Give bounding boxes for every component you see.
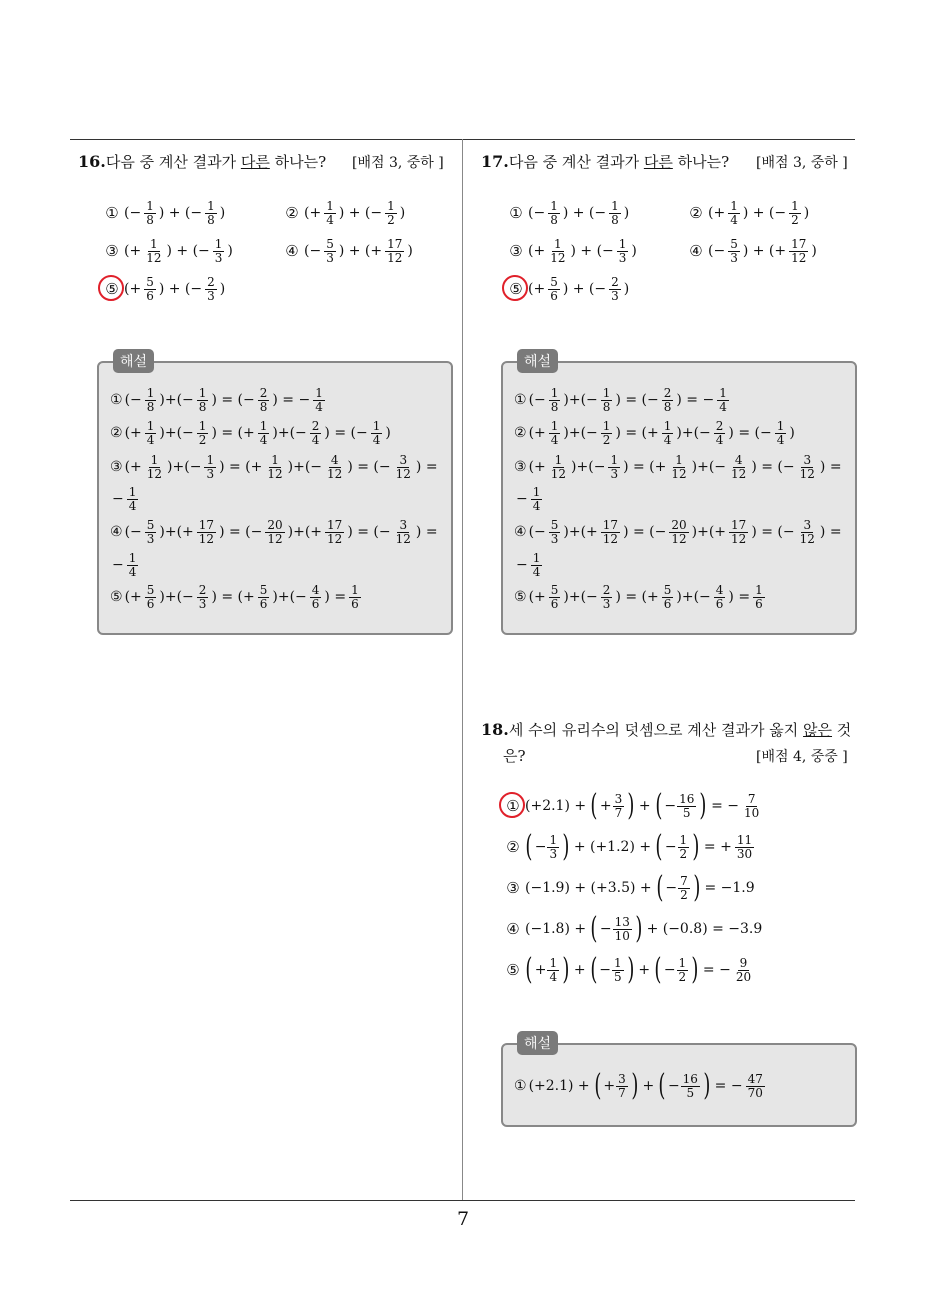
q16-option-5[interactable]: ⑤ (+ $\frac{5}{6}$ ) + (− $\frac{2}{3}$ ) — [102, 269, 227, 309]
q16-text-end: 하나는? — [269, 153, 327, 171]
answer-circle-mark: ① — [503, 796, 523, 816]
q16-solution-line-1: ① (− $\frac{1}{8}$ )+(− $\frac{1}{8}$ ) = (− $\frac{2}{8}$ ) = − $\frac{1}{4}$ — [110, 385, 323, 414]
q17-solution-line-5: ⑤ (+ $\frac{5}{6}$ )+(− $\frac{2}{3}$ ) = (+ $\frac{5}{6}$ )+(− $\frac{4}{6}$ ) = $\frac{1}{6}$ — [514, 582, 763, 611]
q18-score-meta: [배점 4, 중중 ] — [756, 749, 848, 765]
q17-option-2[interactable]: ② (+ $\frac{1}{4}$ ) + (− $\frac{1}{2}$ ) — [686, 193, 811, 233]
q17-option-3[interactable]: ③ (+ $\frac{1}{12}$ ) + (− $\frac{1}{3}$ ) — [506, 231, 639, 271]
q18-text-end: 것 — [832, 721, 852, 739]
q17-option-5[interactable]: ⑤ (+ $\frac{5}{6}$ ) + (− $\frac{2}{3}$ ) — [506, 269, 631, 309]
q18-solution-tag: 해설 — [517, 1031, 558, 1055]
q16-solution-line-4b: − $\frac{1}{4}$ — [112, 550, 137, 579]
q18-text: 세 수의 유리수의 덧셈으로 계산 결과가 옳지 — [508, 721, 804, 739]
q18-underlined: 않은 — [803, 721, 833, 739]
option-number: ③ — [105, 242, 119, 260]
option-number: ② — [506, 838, 520, 856]
answer-circle-mark: ⑤ — [506, 279, 526, 299]
q18-heading-line2: 은? — [503, 747, 526, 765]
q16-solution-line-5: ⑤ (+ $\frac{5}{6}$ )+(− $\frac{2}{3}$ ) = (+ $\frac{5}{6}$ )+(− $\frac{4}{6}$ ) = $\frac{1}{6}$ — [110, 582, 359, 611]
q16-solution-line-2: ② (+ $\frac{1}{4}$ )+(− $\frac{1}{2}$ ) = (+ $\frac{1}{4}$ )+(− $\frac{2}{4}$ ) = (− $\frac{1}{4}$ ) — [110, 418, 391, 447]
q17-heading — [481, 151, 729, 172]
option-number: ② — [285, 204, 299, 222]
q16-score-meta: [배점 3, 중하 ] — [352, 155, 444, 171]
q17-option-1[interactable]: ① (− $\frac{1}{8}$ ) + (− $\frac{1}{8}$ ) — [506, 193, 631, 233]
q17-solution-line-4: ④ (− $\frac{5}{3}$ )+(+ $\frac{17}{12}$ ) = (− $\frac{20}{12}$ )+(+ $\frac{17}{12}$ ) = (− $\frac{3}{12}$ ) = — [514, 517, 842, 546]
q16-option-4[interactable]: ④ (− $\frac{5}{3}$ ) + (+ $\frac{17}{12}$ ) — [282, 231, 415, 271]
column-divider — [462, 139, 463, 1201]
page-number: 7 — [456, 1208, 470, 1230]
option-number: ③ — [506, 879, 520, 897]
option-number: ① — [509, 204, 523, 222]
option-number: ④ — [506, 920, 520, 938]
q17-solution-line-3: ③ (+ $\frac{1}{12}$ )+(− $\frac{1}{3}$ ) = (+ $\frac{1}{12}$ )+(− $\frac{4}{12}$ ) = (− $\frac{3}{12}$ ) = — [514, 452, 842, 481]
bottom-rule — [70, 1200, 855, 1201]
q18-number: 18. — [481, 720, 509, 739]
answer-circle-mark: ⑤ — [102, 279, 122, 299]
q18-option-3[interactable]: ③ (−1.9) + (+3.5) + ( − $\frac{7}{2}$ ) = −1.9 — [503, 868, 757, 908]
q16-option-2[interactable]: ② (+ $\frac{1}{4}$ ) + (− $\frac{1}{2}$ ) — [282, 193, 407, 233]
q17-solution-line-3b: − $\frac{1}{4}$ — [516, 484, 541, 513]
option-number: ④ — [689, 242, 703, 260]
q17-text-end: 하나는? — [672, 153, 730, 171]
q16-option-3[interactable]: ③ (+ $\frac{1}{12}$ ) + (− $\frac{1}{3}$ ) — [102, 231, 235, 271]
q16-solution-line-3b: − $\frac{1}{4}$ — [112, 484, 137, 513]
q16-solution-line-3: ③ (+ $\frac{1}{12}$ )+(− $\frac{1}{3}$ ) = (+ $\frac{1}{12}$ )+(− $\frac{4}{12}$ ) = (− $\frac{3}{12}$ ) = — [110, 452, 438, 481]
q17-solution-tag: 해설 — [517, 349, 558, 373]
q17-option-4[interactable]: ④ (− $\frac{5}{3}$ ) + (+ $\frac{17}{12}$ ) — [686, 231, 819, 271]
q17-number: 17. — [481, 152, 509, 171]
option-number: ④ — [285, 242, 299, 260]
q18-option-1[interactable]: ① (+2.1) + ( + $\frac{3}{7}$ ) + ( − $\frac{16}{5}$ ) = − $\frac{7}{10}$ — [503, 786, 762, 826]
q17-text: 다음 중 계산 결과가 — [508, 153, 644, 171]
q18-option-2[interactable]: ② ( − $\frac{1}{3}$ ) + (+1.2) + ( − $\frac{1}{2}$ ) = + $\frac{11}{30}$ — [503, 827, 755, 867]
option-number: ③ — [509, 242, 523, 260]
q17-solution-line-4b: − $\frac{1}{4}$ — [516, 550, 541, 579]
q17-underlined: 다른 — [643, 153, 673, 171]
q16-solution-line-4: ④ (− $\frac{5}{3}$ )+(+ $\frac{17}{12}$ ) = (− $\frac{20}{12}$ )+(+ $\frac{17}{12}$ ) = (− $\frac{3}{12}$ ) = — [110, 517, 438, 546]
option-number: ① — [105, 204, 119, 222]
q18-option-5[interactable]: ⑤ ( + $\frac{1}{4}$ ) + ( − $\frac{1}{5}$ ) + ( − $\frac{1}{2}$ ) = − $\frac{9}{20}$ — [503, 950, 754, 990]
q16-solution-tag: 해설 — [113, 349, 154, 373]
q17-solution-line-2: ② (+ $\frac{1}{4}$ )+(− $\frac{1}{2}$ ) = (+ $\frac{1}{4}$ )+(− $\frac{2}{4}$ ) = (− $\frac{1}{4}$ ) — [514, 418, 795, 447]
q18-solution-line-1: ① (+2.1) + ( + $\frac{3}{7}$ ) + ( − $\frac{16}{5}$ ) = − $\frac{47}{70}$ — [514, 1068, 763, 1103]
q16-text: 다음 중 계산 결과가 — [105, 153, 241, 171]
q18-heading — [481, 719, 851, 740]
q17-score-meta: [배점 3, 중하 ] — [756, 155, 848, 171]
q16-underlined: 다른 — [240, 153, 270, 171]
q16-number: 16. — [78, 152, 106, 171]
q17-solution-line-1: ① (− $\frac{1}{8}$ )+(− $\frac{1}{8}$ ) = (− $\frac{2}{8}$ ) = − $\frac{1}{4}$ — [514, 385, 727, 414]
option-number: ② — [689, 204, 703, 222]
q16-heading — [78, 151, 326, 172]
q16-option-1[interactable]: ① (− $\frac{1}{8}$ ) + (− $\frac{1}{8}$ ) — [102, 193, 227, 233]
option-number: ⑤ — [506, 961, 520, 979]
q18-option-4[interactable]: ④ (−1.8) + ( − $\frac{13}{10}$ ) + (−0.8) = −3.9 — [503, 909, 764, 949]
